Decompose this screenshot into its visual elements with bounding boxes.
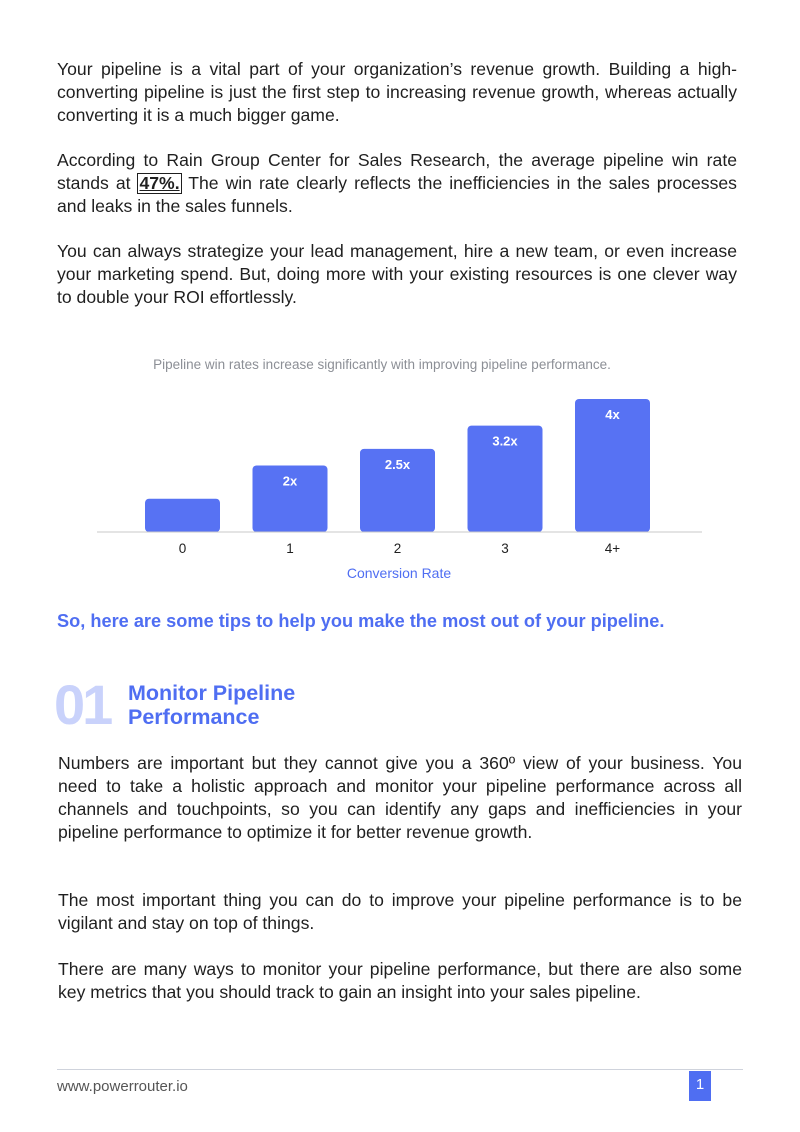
chart-title: Pipeline win rates increase significantly with improving pipeline performance.	[153, 357, 611, 372]
bar-value-label: 2x	[282, 473, 298, 489]
tips-heading: So, here are some tips to help you make the most out of your pipeline.	[57, 611, 665, 631]
intro-paragraph-2-start: According to Rain Group Center for Sales Research, the average pipeline win rate stands at	[57, 150, 737, 193]
bar-value-label: 3.2x	[492, 433, 518, 449]
section-title: Monitor Pipeline Performance	[128, 681, 296, 729]
x-tick-label: 1	[286, 541, 294, 556]
page-number-badge: 1	[689, 1071, 711, 1101]
footer-url[interactable]: www.powerrouter.io	[57, 1078, 188, 1095]
intro-paragraph-2	[57, 149, 737, 218]
section-paragraph-2: The most important thing you can do to improve your pipeline performance is to be vigilant and stay on top of things.	[58, 890, 742, 933]
x-tick-label: 2	[393, 541, 402, 556]
x-tick-label: 4+	[604, 541, 621, 556]
win-rate-bar-chart	[0, 340, 800, 590]
bar-value-label: 4x	[605, 407, 620, 422]
footer-divider	[57, 1069, 743, 1070]
bar-value-label: 2.5x	[384, 456, 411, 472]
x-tick-label: 3	[501, 541, 509, 556]
section-number: 01	[54, 673, 111, 736]
intro-paragraph-3: You can always strategize your lead management, hire a new team, or even increase your marketing spend. But, doing more with your existing resources is one clever way to double your ROI effortlessly.	[57, 241, 737, 307]
intro-paragraph-2-end: The win rate clearly reflects the inefficiencies in the sales processes and leaks in the sales funnels.	[57, 173, 737, 216]
x-axis-ticks	[179, 541, 621, 556]
win-rate-highlight: 47%.	[139, 173, 180, 193]
section-paragraph-3: There are many ways to monitor your pipeline performance, but there are also some key metrics that you should track to gain an insight into your sales pipeline.	[58, 959, 742, 1002]
chart-bars	[145, 399, 650, 532]
section-paragraph-1: Numbers are important but they cannot give you a 360º view of your business. You need to take a holistic approach and monitor your pipeline performance across all channels and touchpoints, so you can identify any gaps and inefficiencies in your pipeline performance to optimize it for better revenue growth.	[58, 753, 742, 842]
x-axis-label: Conversion Rate	[346, 565, 452, 581]
x-tick-label: 0	[178, 541, 187, 556]
intro-paragraph-1: Your pipeline is a vital part of your organization’s revenue growth. Building a high-converting pipeline is just the first step to increasing revenue growth, whereas actually converting it is a much bigger game.	[57, 59, 737, 125]
bar-0	[145, 499, 220, 532]
